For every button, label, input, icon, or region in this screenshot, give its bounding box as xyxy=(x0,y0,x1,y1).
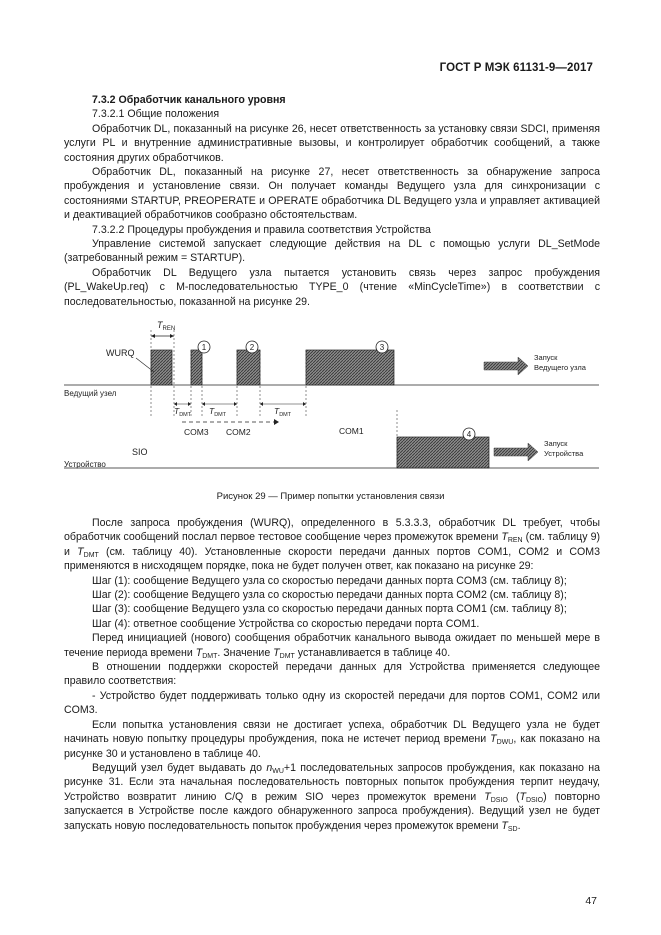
step-number: 1 xyxy=(201,343,207,352)
wurq-label: WURQ xyxy=(106,348,135,358)
paragraph: В отношении поддержки скоростей передачи данных для Устройства применяется следующее правило соответствия: xyxy=(64,661,600,688)
t-ren-label: $T_{REN}$ xyxy=(157,320,176,332)
master-startup-arrow xyxy=(484,357,528,375)
sio-label: SIO xyxy=(132,447,148,457)
wurq-pulse xyxy=(151,350,172,385)
paragraph: Ведущий узел будет выдавать до $n_{WU}+1$ последовательных запросов пробуждения, как показано на рисунке 31. Если эта начальная последовательность повторных попыток пробуждения терпит неудачу, Устройство возвратит линию C/Q в режим SIO через промежуток времени $T_{DSIO}$ $(T_{DSIO})$ повторно запускается в Устройстве после каждого обнаруженного запроса пробуждения). Ведущий узел не будет запускать новую последовательность попыток пробуждения через промежуток времени $T_{SD}$. xyxy=(64,761,600,833)
t-dmt-label: $T_{DMT}$ xyxy=(209,406,227,418)
page-number: 47 xyxy=(585,895,597,907)
paragraph: - Устройство будет поддерживать только одну из скоростей передачи для портов COM1, COM2 или COM3. xyxy=(64,689,600,717)
wakeup-diagram xyxy=(64,300,604,485)
t-dmt-label: $T_{DMT}$ xyxy=(274,406,292,418)
paragraph: Управление системой запускает следующие действия на DL с помощью услуги DL_SetMode (затребованный режим = STARTUP). xyxy=(64,238,600,265)
step-number: 3 xyxy=(379,343,385,352)
com2-label: COM2 xyxy=(226,427,251,437)
svg-text:Устройства: Устройства xyxy=(544,449,584,458)
paragraph: Если попытка установления связи не достигает успеха, обработчик DL Ведущего узла не будет начинать новую попытку процедуры пробуждения, пока не истечет период времени $T_{DWU}$, как показано на рисунке 30 и установлено в таблице 40. xyxy=(64,718,600,760)
paragraph: Обработчик DL, показанный на рисунке 26, несет ответственность за установку связи SDCI, применяя услуги PL и внутренние административные вызовы, и контролирует обработчик сообщений, а также состояния других обработчиков. xyxy=(64,122,600,164)
step-number: 4 xyxy=(466,430,472,439)
device-startup-arrow xyxy=(494,443,538,461)
list-item: Шаг (2): сообщение Ведущего узла со скоростью передачи данных порта COM2 (см. таблицу 8); xyxy=(92,589,567,602)
com3-message xyxy=(191,350,202,385)
document-header: ГОСТ Р МЭК 61131-9—2017 xyxy=(439,62,593,74)
paragraph: После запроса пробуждения (WURQ), определенного в 5.3.3.3, обработчик DL требует, чтобы обработчик сообщений послал первое тестовое сообщение через промежуток времени $T_{REN}$ (см. таблицу 9) и $T_{DMT}$ (см. таблицу 40). Установленные скорости передачи данных портов COM1, COM2 и COM3 применяются в нисходящем порядке, пока не будет получен ответ, как показано на рисунке 29: xyxy=(64,517,600,573)
subsection-heading: 7.3.2.2 Процедуры пробуждения и правила соответствия Устройства xyxy=(92,223,431,236)
list-item: Шаг (4): ответное сообщение Устройства со скоростью передачи порта COM1. xyxy=(92,617,480,630)
master-label: Ведущий узел xyxy=(64,389,117,398)
paragraph: Перед инициацией (нового) сообщения обработчик канального вывода ожидает по меньшей мере в течение периода времени $T_{DMT}$. Значение $T_{DMT}$ устанавливается в таблице 40. xyxy=(64,632,600,660)
section-text xyxy=(64,93,600,309)
list-item: Шаг (1): сообщение Ведущего узла со скоростью передачи данных порта COM3 (см. таблицу 8); xyxy=(92,574,567,587)
com2-message xyxy=(237,350,260,385)
t-dmt-label: $T_{DMT}$ xyxy=(174,406,192,418)
paragraph: Обработчик DL Ведущего узла пытается установить связь через запрос пробуждения (PL_WakeUp.req) с M-последовательностью TYPE_0 (чтение «MinCycleTime») в соответствии с последовательностью, показанной на рисунке 29. xyxy=(64,266,600,308)
paragraph: Обработчик DL, показанный на рисунке 27, несет ответственность за обнаружение запроса пробуждения и установление связи. Он получает команды Ведущего узла для синхронизации с состояниями STARTUP, PREOPERATE и OPERATE обработчика DL Ведущего узла и управляет активацией и деактивацией обработчиков сообразно обстоятельствам. xyxy=(64,166,600,222)
com3-label: COM3 xyxy=(184,427,209,437)
list-item: Шаг (3): сообщение Ведущего узла со скоростью передачи данных порта COM1 (см. таблицу 8); xyxy=(92,603,567,616)
body-text xyxy=(64,516,600,833)
subsection-heading: 7.3.2.1 Общие положения xyxy=(92,108,220,121)
svg-text:Ведущего узла: Ведущего узла xyxy=(534,363,586,372)
master-startup-label: Запуск xyxy=(534,353,558,362)
figure-caption: Рисунок 29 — Пример попытки установления связи xyxy=(216,491,445,502)
device-startup-label: Запуск xyxy=(544,439,568,448)
device-label: Устройство xyxy=(64,460,106,469)
step-number: 2 xyxy=(249,343,255,352)
section-heading: 7.3.2 Обработчик канального уровня xyxy=(92,94,286,106)
com1-message xyxy=(306,350,394,385)
device-response xyxy=(397,437,489,468)
com1-label: COM1 xyxy=(339,426,364,436)
